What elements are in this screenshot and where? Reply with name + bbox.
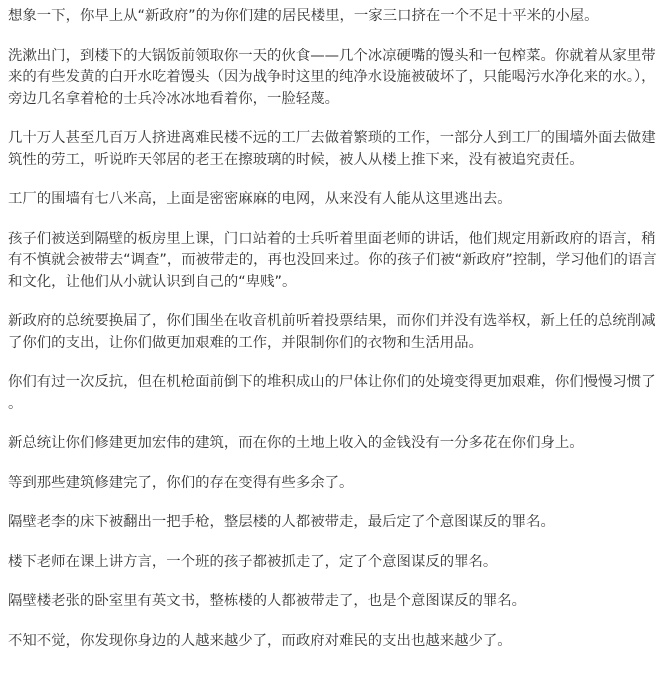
paragraph: 隔壁楼老张的卧室里有英文书，整栋楼的人都被带走了，也是个意图谋反的罪名。	[8, 593, 527, 609]
paragraph: 想象一下，你早上从“新政府”的为你们建的居民楼里，一家三口挤在一个不足十平米的小屋。	[8, 8, 599, 24]
paragraph: 隔壁老李的床下被翻出一把手枪，整层楼的人都被带走，最后定了个意图谋反的罪名。	[8, 514, 555, 530]
paragraph: 你们有过一次反抗，但在机枪面前倒下的堆积成山的尸体让你们的处境变得更加艰难，你们慢慢习惯了。	[8, 374, 656, 412]
paragraph: 几十万人甚至几百万人挤进离难民楼不远的工厂去做着繁琐的工作，一部分人到工厂的围墙外面去做建筑性的劳工，听说昨天邻居的老王在擦玻璃的时候，被人从楼上推下来，没有被追究责任。	[8, 130, 656, 168]
article-body	[8, 6, 660, 652]
paragraph: 楼下老师在课上讲方言，一个班的孩子都被抓走了，定了个意图谋反的罪名。	[8, 553, 498, 570]
paragraph: 新总统让你们修建更加宏伟的建筑，而在你的土地上收入的金钱没有一分多花在你们身上。	[8, 435, 584, 451]
paragraph: 孩子们被送到隔壁的板房里上课，门口站着的士兵听着里面老师的讲话，他们规定用新政府的语言，稍有不慎就会被带去“调查”，而被带走的，再也没回来过。你的孩子们被“新政府”控制，学习他们的语言和文化，让他们从小就认识到自己的“卑贱”。	[8, 230, 657, 290]
paragraph: 新政府的总统要换届了，你们围坐在收音机前听着投票结果，而你们并没有选举权，新上任的总统削减了你们的支出，让你们做更加艰难的工作，并限制你们的衣物和生活用品。	[8, 313, 656, 351]
paragraph: 等到那些建筑修建完了，你们的存在变得有些多余了。	[8, 474, 354, 491]
paragraph: 工厂的围墙有七八米高，上面是密密麻麻的电网，从来没有人能从这里逃出去。	[8, 191, 512, 207]
paragraph: 洗漱出门，到楼下的大锅饭前领取你一天的伙食——几个冰凉硬嘴的馒头和一包榨菜。你就着从家里带来的有些发黄的白开水吃着馒头（因为战争时这里的纯净水设施被破坏了，只能喝污水净化来的水。），旁边几名拿着枪的士兵冷冰冰地看着你，一脸轻蔑。	[8, 47, 656, 107]
paragraph: 不知不觉，你发现你身边的人越来越少了，而政府对难民的支出也越来越少了。	[8, 632, 512, 649]
